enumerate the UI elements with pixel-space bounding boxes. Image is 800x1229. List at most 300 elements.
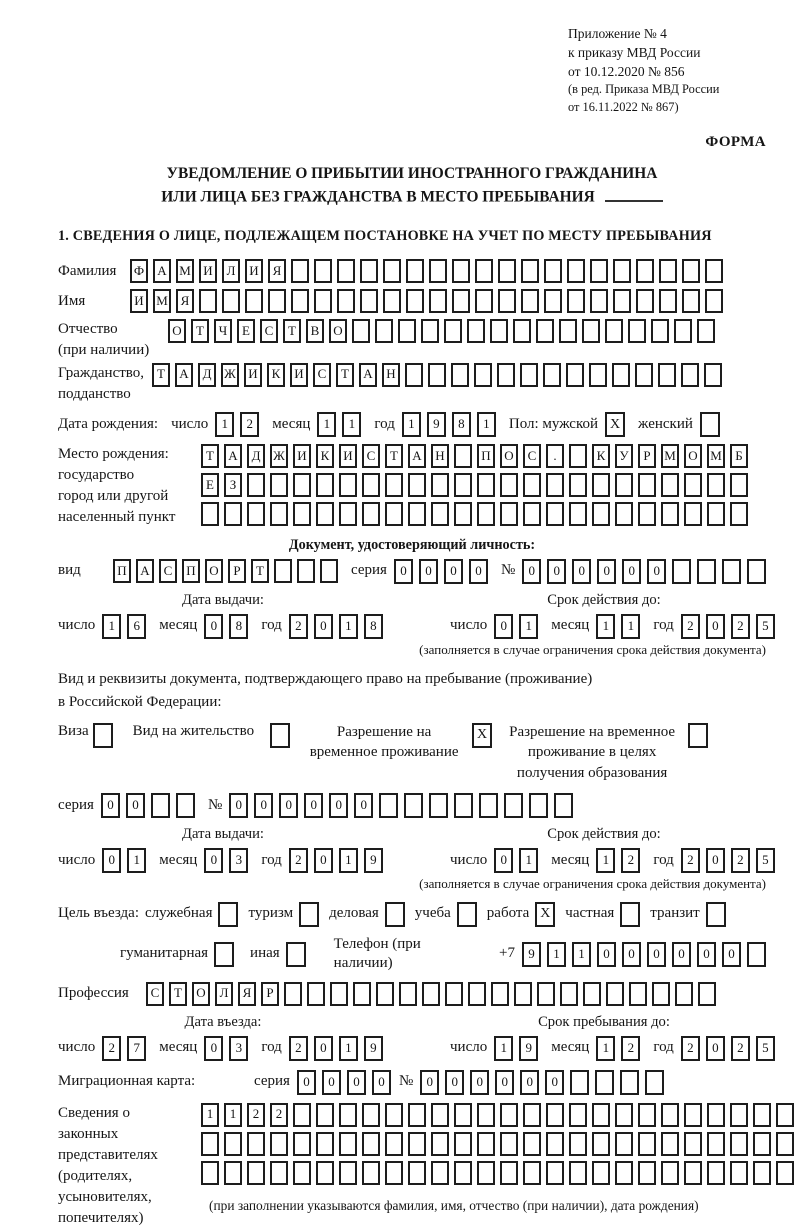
char-cell[interactable] (291, 259, 309, 283)
char-cell[interactable]: Я (268, 259, 286, 283)
char-cell[interactable]: 1 (102, 614, 121, 639)
char-cell[interactable] (498, 289, 516, 313)
char-cell[interactable] (615, 473, 633, 497)
char-cell[interactable] (730, 1132, 748, 1156)
char-cell[interactable]: 9 (427, 412, 446, 437)
char-cell[interactable]: 1 (127, 848, 146, 873)
char-cell[interactable] (661, 1132, 679, 1156)
char-cell[interactable]: Р (638, 444, 656, 468)
visa-checkbox[interactable] (93, 723, 113, 748)
char-cell[interactable] (224, 502, 242, 526)
char-cell[interactable] (521, 289, 539, 313)
char-cell[interactable] (408, 1161, 426, 1185)
char-cell[interactable] (620, 1070, 639, 1095)
char-cell[interactable] (638, 1103, 656, 1127)
char-cell[interactable]: И (244, 363, 262, 387)
char-cell[interactable] (635, 363, 653, 387)
char-cell[interactable] (592, 1103, 610, 1127)
char-cell[interactable]: 0 (545, 1070, 564, 1095)
char-cell[interactable]: 0 (706, 614, 725, 639)
char-cell[interactable] (651, 319, 669, 343)
char-cell[interactable] (477, 473, 495, 497)
char-cell[interactable] (201, 502, 219, 526)
purpose-transit-checkbox[interactable] (706, 902, 726, 927)
char-cell[interactable] (521, 259, 539, 283)
char-cell[interactable] (362, 473, 380, 497)
char-cell[interactable]: 0 (469, 559, 488, 584)
char-cell[interactable]: 0 (347, 1070, 366, 1095)
char-cell[interactable]: 0 (229, 793, 248, 818)
char-cell[interactable] (661, 502, 679, 526)
char-cell[interactable] (445, 982, 463, 1006)
char-cell[interactable]: 0 (354, 793, 373, 818)
char-cell[interactable] (504, 793, 523, 818)
char-cell[interactable] (697, 319, 715, 343)
char-cell[interactable]: Р (261, 982, 279, 1006)
char-cell[interactable] (638, 473, 656, 497)
char-cell[interactable]: Ж (221, 363, 239, 387)
char-cell[interactable] (362, 1103, 380, 1127)
char-cell[interactable]: 1 (201, 1103, 219, 1127)
char-cell[interactable]: А (359, 363, 377, 387)
char-cell[interactable]: М (661, 444, 679, 468)
char-cell[interactable]: 5 (756, 1036, 775, 1061)
char-cell[interactable]: 0 (547, 559, 566, 584)
char-cell[interactable] (546, 1132, 564, 1156)
char-cell[interactable] (385, 473, 403, 497)
char-cell[interactable]: 1 (596, 614, 615, 639)
char-cell[interactable]: 2 (731, 848, 750, 873)
char-cell[interactable] (705, 289, 723, 313)
char-cell[interactable] (429, 793, 448, 818)
char-cell[interactable] (408, 502, 426, 526)
char-cell[interactable] (339, 1161, 357, 1185)
char-cell[interactable] (385, 502, 403, 526)
char-cell[interactable]: Я (176, 289, 194, 313)
char-cell[interactable] (270, 473, 288, 497)
char-cell[interactable] (514, 982, 532, 1006)
char-cell[interactable]: 8 (229, 614, 248, 639)
char-cell[interactable] (330, 982, 348, 1006)
char-cell[interactable]: 2 (681, 848, 700, 873)
char-cell[interactable]: Т (169, 982, 187, 1006)
char-cell[interactable] (674, 319, 692, 343)
char-cell[interactable] (615, 1103, 633, 1127)
char-cell[interactable]: 0 (329, 793, 348, 818)
char-cell[interactable] (652, 982, 670, 1006)
char-cell[interactable] (697, 559, 716, 584)
char-cell[interactable] (406, 259, 424, 283)
char-cell[interactable] (454, 793, 473, 818)
purpose-tourism-checkbox[interactable] (299, 902, 319, 927)
char-cell[interactable]: О (500, 444, 518, 468)
char-cell[interactable] (566, 363, 584, 387)
sex-male-checkbox[interactable]: X (605, 412, 625, 437)
char-cell[interactable]: Т (336, 363, 354, 387)
char-cell[interactable]: И (339, 444, 357, 468)
char-cell[interactable]: П (477, 444, 495, 468)
char-cell[interactable]: 1 (519, 848, 538, 873)
char-cell[interactable] (707, 1132, 725, 1156)
char-cell[interactable] (431, 1103, 449, 1127)
char-cell[interactable] (293, 473, 311, 497)
char-cell[interactable] (339, 473, 357, 497)
char-cell[interactable] (753, 1161, 771, 1185)
char-cell[interactable]: А (153, 259, 171, 283)
char-cell[interactable]: Ч (214, 319, 232, 343)
sex-female-checkbox[interactable] (700, 412, 720, 437)
char-cell[interactable] (707, 502, 725, 526)
char-cell[interactable] (583, 982, 601, 1006)
char-cell[interactable] (628, 319, 646, 343)
char-cell[interactable] (477, 1161, 495, 1185)
char-cell[interactable] (682, 289, 700, 313)
char-cell[interactable] (454, 502, 472, 526)
char-cell[interactable] (398, 319, 416, 343)
char-cell[interactable]: О (329, 319, 347, 343)
char-cell[interactable] (291, 289, 309, 313)
char-cell[interactable]: 6 (127, 614, 146, 639)
char-cell[interactable] (406, 289, 424, 313)
char-cell[interactable] (451, 363, 469, 387)
purpose-humanitarian-checkbox[interactable] (214, 942, 234, 967)
char-cell[interactable]: 0 (297, 1070, 316, 1095)
char-cell[interactable]: 8 (452, 412, 471, 437)
char-cell[interactable]: 2 (621, 1036, 640, 1061)
char-cell[interactable] (560, 982, 578, 1006)
char-cell[interactable]: И (199, 259, 217, 283)
char-cell[interactable]: А (408, 444, 426, 468)
char-cell[interactable]: Д (198, 363, 216, 387)
char-cell[interactable] (570, 1070, 589, 1095)
char-cell[interactable]: 0 (722, 942, 741, 967)
char-cell[interactable] (431, 473, 449, 497)
char-cell[interactable] (546, 1161, 564, 1185)
char-cell[interactable]: Е (237, 319, 255, 343)
char-cell[interactable] (776, 1132, 794, 1156)
char-cell[interactable]: Т (251, 559, 269, 583)
char-cell[interactable] (337, 289, 355, 313)
char-cell[interactable] (452, 259, 470, 283)
char-cell[interactable]: В (306, 319, 324, 343)
char-cell[interactable]: Л (222, 259, 240, 283)
char-cell[interactable] (247, 502, 265, 526)
char-cell[interactable] (270, 1132, 288, 1156)
char-cell[interactable] (569, 502, 587, 526)
char-cell[interactable] (753, 1103, 771, 1127)
char-cell[interactable] (314, 259, 332, 283)
char-cell[interactable] (613, 259, 631, 283)
char-cell[interactable]: 7 (127, 1036, 146, 1061)
char-cell[interactable]: 0 (697, 942, 716, 967)
char-cell[interactable] (638, 1161, 656, 1185)
char-cell[interactable] (360, 289, 378, 313)
purpose-study-checkbox[interactable] (457, 902, 477, 927)
char-cell[interactable] (468, 982, 486, 1006)
char-cell[interactable]: 0 (279, 793, 298, 818)
char-cell[interactable] (682, 259, 700, 283)
char-cell[interactable]: 0 (522, 559, 541, 584)
char-cell[interactable] (399, 982, 417, 1006)
char-cell[interactable] (645, 1070, 664, 1095)
char-cell[interactable]: 2 (621, 848, 640, 873)
char-cell[interactable] (590, 259, 608, 283)
char-cell[interactable] (592, 473, 610, 497)
char-cell[interactable] (475, 259, 493, 283)
char-cell[interactable]: 0 (204, 1036, 223, 1061)
char-cell[interactable] (491, 982, 509, 1006)
char-cell[interactable] (747, 559, 766, 584)
char-cell[interactable]: 1 (477, 412, 496, 437)
char-cell[interactable]: 9 (522, 942, 541, 967)
char-cell[interactable] (339, 502, 357, 526)
char-cell[interactable] (722, 559, 741, 584)
char-cell[interactable] (429, 259, 447, 283)
char-cell[interactable] (383, 259, 401, 283)
char-cell[interactable] (405, 363, 423, 387)
char-cell[interactable]: А (224, 444, 242, 468)
char-cell[interactable] (497, 363, 515, 387)
char-cell[interactable]: 0 (372, 1070, 391, 1095)
char-cell[interactable] (385, 1132, 403, 1156)
char-cell[interactable]: Ф (130, 259, 148, 283)
char-cell[interactable] (176, 793, 195, 818)
char-cell[interactable] (375, 319, 393, 343)
char-cell[interactable] (684, 1103, 702, 1127)
char-cell[interactable]: Ж (270, 444, 288, 468)
char-cell[interactable] (201, 1161, 219, 1185)
char-cell[interactable] (270, 1161, 288, 1185)
char-cell[interactable] (247, 473, 265, 497)
char-cell[interactable] (684, 1132, 702, 1156)
char-cell[interactable] (431, 1161, 449, 1185)
char-cell[interactable]: 0 (494, 848, 513, 873)
char-cell[interactable]: 3 (229, 848, 248, 873)
char-cell[interactable] (707, 1103, 725, 1127)
char-cell[interactable] (659, 289, 677, 313)
char-cell[interactable] (467, 319, 485, 343)
char-cell[interactable] (681, 363, 699, 387)
char-cell[interactable]: С (362, 444, 380, 468)
char-cell[interactable] (429, 289, 447, 313)
char-cell[interactable]: Т (152, 363, 170, 387)
char-cell[interactable]: 2 (247, 1103, 265, 1127)
char-cell[interactable]: О (205, 559, 223, 583)
char-cell[interactable]: И (245, 259, 263, 283)
char-cell[interactable] (592, 502, 610, 526)
char-cell[interactable]: 2 (240, 412, 259, 437)
char-cell[interactable] (454, 444, 472, 468)
char-cell[interactable]: 0 (204, 848, 223, 873)
char-cell[interactable] (474, 363, 492, 387)
char-cell[interactable] (201, 1132, 219, 1156)
char-cell[interactable]: 0 (304, 793, 323, 818)
char-cell[interactable] (776, 1161, 794, 1185)
char-cell[interactable]: У (615, 444, 633, 468)
char-cell[interactable] (747, 942, 766, 967)
char-cell[interactable]: 5 (756, 614, 775, 639)
char-cell[interactable] (730, 1161, 748, 1185)
char-cell[interactable]: Н (431, 444, 449, 468)
char-cell[interactable]: 1 (621, 614, 640, 639)
purpose-work-checkbox[interactable]: X (535, 902, 555, 927)
char-cell[interactable] (408, 1132, 426, 1156)
char-cell[interactable] (705, 259, 723, 283)
char-cell[interactable] (339, 1103, 357, 1127)
char-cell[interactable]: 0 (647, 559, 666, 584)
char-cell[interactable] (615, 502, 633, 526)
char-cell[interactable] (523, 502, 541, 526)
char-cell[interactable]: Т (191, 319, 209, 343)
char-cell[interactable]: 1 (494, 1036, 513, 1061)
char-cell[interactable] (569, 473, 587, 497)
char-cell[interactable] (360, 259, 378, 283)
char-cell[interactable] (684, 473, 702, 497)
char-cell[interactable]: Т (385, 444, 403, 468)
char-cell[interactable]: 9 (519, 1036, 538, 1061)
char-cell[interactable] (500, 1161, 518, 1185)
char-cell[interactable]: 1 (342, 412, 361, 437)
char-cell[interactable]: С (146, 982, 164, 1006)
char-cell[interactable]: 2 (731, 614, 750, 639)
char-cell[interactable] (404, 793, 423, 818)
char-cell[interactable]: М (707, 444, 725, 468)
char-cell[interactable]: Е (201, 473, 219, 497)
char-cell[interactable] (684, 502, 702, 526)
char-cell[interactable] (454, 1161, 472, 1185)
char-cell[interactable]: 1 (519, 614, 538, 639)
char-cell[interactable] (307, 982, 325, 1006)
char-cell[interactable]: Н (382, 363, 400, 387)
char-cell[interactable]: 0 (322, 1070, 341, 1095)
char-cell[interactable] (776, 1103, 794, 1127)
char-cell[interactable] (753, 1132, 771, 1156)
char-cell[interactable]: 0 (101, 793, 120, 818)
char-cell[interactable]: А (175, 363, 193, 387)
char-cell[interactable]: 0 (126, 793, 145, 818)
char-cell[interactable]: С (260, 319, 278, 343)
char-cell[interactable] (314, 289, 332, 313)
char-cell[interactable] (546, 1103, 564, 1127)
char-cell[interactable] (452, 289, 470, 313)
char-cell[interactable] (490, 319, 508, 343)
char-cell[interactable]: 0 (520, 1070, 539, 1095)
char-cell[interactable] (500, 1132, 518, 1156)
char-cell[interactable]: И (290, 363, 308, 387)
purpose-official-checkbox[interactable] (218, 902, 238, 927)
char-cell[interactable]: 1 (596, 1036, 615, 1061)
char-cell[interactable] (362, 502, 380, 526)
char-cell[interactable] (479, 793, 498, 818)
char-cell[interactable] (595, 1070, 614, 1095)
char-cell[interactable] (337, 259, 355, 283)
char-cell[interactable] (638, 1132, 656, 1156)
char-cell[interactable] (659, 259, 677, 283)
char-cell[interactable] (151, 793, 170, 818)
char-cell[interactable] (707, 1161, 725, 1185)
char-cell[interactable]: 1 (215, 412, 234, 437)
char-cell[interactable]: 0 (495, 1070, 514, 1095)
char-cell[interactable]: 0 (647, 942, 666, 967)
char-cell[interactable]: 2 (731, 1036, 750, 1061)
char-cell[interactable]: А (136, 559, 154, 583)
char-cell[interactable] (704, 363, 722, 387)
char-cell[interactable] (567, 259, 585, 283)
char-cell[interactable] (293, 1161, 311, 1185)
char-cell[interactable] (428, 363, 446, 387)
char-cell[interactable] (293, 502, 311, 526)
residence-permit-checkbox[interactable] (270, 723, 290, 748)
char-cell[interactable] (320, 559, 338, 583)
char-cell[interactable]: 2 (270, 1103, 288, 1127)
char-cell[interactable]: 0 (622, 559, 641, 584)
char-cell[interactable]: 0 (314, 1036, 333, 1061)
char-cell[interactable] (554, 793, 573, 818)
char-cell[interactable] (523, 1132, 541, 1156)
char-cell[interactable]: 1 (402, 412, 421, 437)
char-cell[interactable] (523, 1161, 541, 1185)
char-cell[interactable]: Т (201, 444, 219, 468)
char-cell[interactable]: С (523, 444, 541, 468)
char-cell[interactable]: Р (228, 559, 246, 583)
char-cell[interactable] (672, 559, 691, 584)
char-cell[interactable] (582, 319, 600, 343)
char-cell[interactable]: 0 (597, 559, 616, 584)
char-cell[interactable] (592, 1161, 610, 1185)
char-cell[interactable] (293, 1132, 311, 1156)
char-cell[interactable] (421, 319, 439, 343)
char-cell[interactable] (284, 982, 302, 1006)
char-cell[interactable]: Б (730, 444, 748, 468)
char-cell[interactable] (222, 289, 240, 313)
char-cell[interactable] (698, 982, 716, 1006)
char-cell[interactable]: 2 (102, 1036, 121, 1061)
char-cell[interactable]: 5 (756, 848, 775, 873)
char-cell[interactable] (543, 363, 561, 387)
char-cell[interactable] (730, 502, 748, 526)
char-cell[interactable] (293, 1103, 311, 1127)
char-cell[interactable]: 1 (596, 848, 615, 873)
char-cell[interactable]: 2 (289, 1036, 308, 1061)
char-cell[interactable] (352, 319, 370, 343)
char-cell[interactable]: О (192, 982, 210, 1006)
char-cell[interactable] (544, 259, 562, 283)
char-cell[interactable]: 2 (289, 848, 308, 873)
char-cell[interactable]: Т (283, 319, 301, 343)
char-cell[interactable] (546, 473, 564, 497)
char-cell[interactable] (523, 473, 541, 497)
char-cell[interactable]: 0 (102, 848, 121, 873)
char-cell[interactable] (316, 1103, 334, 1127)
char-cell[interactable] (199, 289, 217, 313)
char-cell[interactable]: И (130, 289, 148, 313)
char-cell[interactable] (454, 473, 472, 497)
char-cell[interactable] (247, 1161, 265, 1185)
char-cell[interactable]: 0 (597, 942, 616, 967)
char-cell[interactable] (316, 473, 334, 497)
char-cell[interactable] (615, 1161, 633, 1185)
char-cell[interactable]: Я (238, 982, 256, 1006)
char-cell[interactable] (569, 1132, 587, 1156)
char-cell[interactable] (569, 444, 587, 468)
char-cell[interactable] (475, 289, 493, 313)
char-cell[interactable] (605, 319, 623, 343)
char-cell[interactable]: 2 (289, 614, 308, 639)
char-cell[interactable] (274, 559, 292, 583)
char-cell[interactable] (636, 259, 654, 283)
char-cell[interactable] (513, 319, 531, 343)
char-cell[interactable]: 0 (572, 559, 591, 584)
